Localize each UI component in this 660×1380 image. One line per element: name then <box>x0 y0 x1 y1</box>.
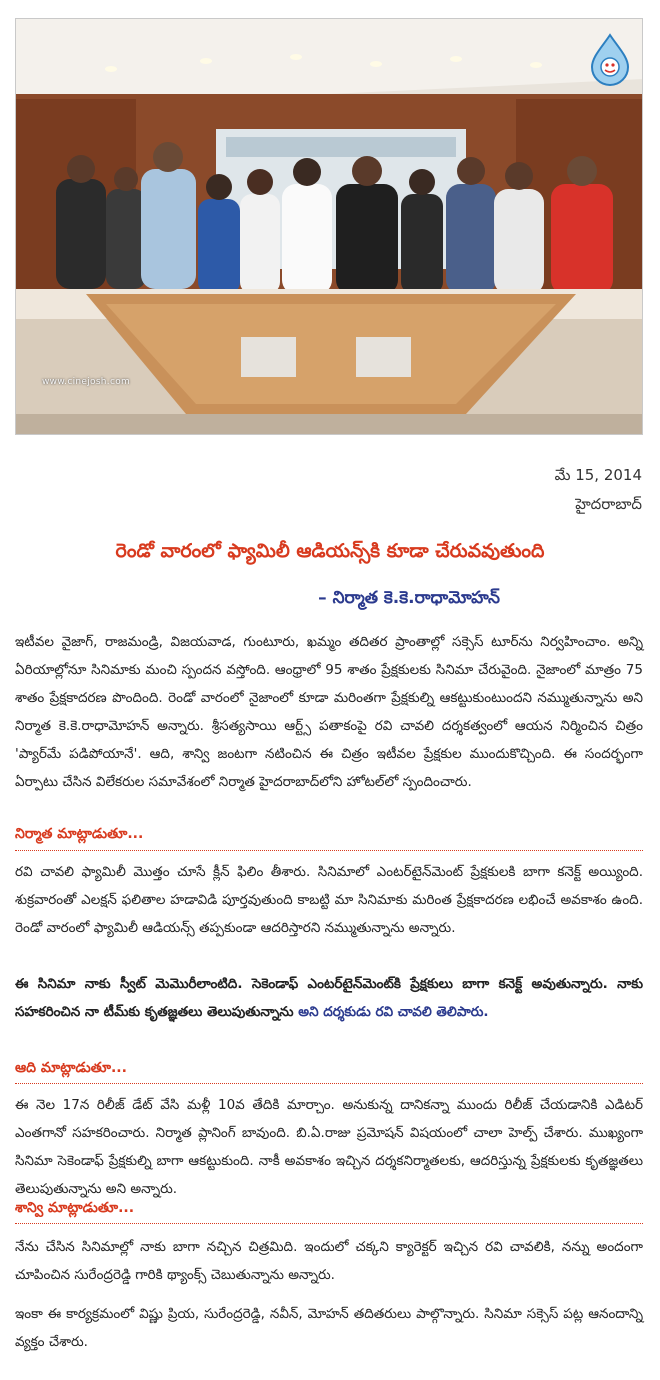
article-byline: – నిర్మాత కె.కె.రాధామోహన్ <box>318 588 500 608</box>
article-headline: రెండో వారంలో ఫ్యామిలీ ఆడియన్స్‌కి కూడా చేరువవుతుంది <box>115 540 545 562</box>
aadi-paragraph: ఈ నెల 17న రిలీజ్ డేట్ వేసి మళ్లీ 10వ తేదికి మార్చాం. అనుకున్న దానికన్నా ముందు రిలీజ్ చేయడానికి ఎడిటర్ ఎంతగానో సహకరించారు. నిర్మాత ప్లానింగ్ బావుంది. బి.ఏ.రాజు ప్రమోషన్ విషయంలో చాలా హెల్ప్ చేశారు. ముఖ్యంగా సినిమా సెకెండాఫ్ ప్రేక్షకుల్ని బాగా ఆకట్టుకుంది. నాకీ అవకాశం ఇచ్చిన దర్శకనిర్మాతలకు, ఆదరిస్తున్న ప్రేక్షకులకు కృతజ్ఞతలు తెలుపుతున్నాను అని అన్నారు. <box>15 1097 643 1197</box>
section-divider <box>15 850 643 851</box>
closing-paragraph: ఇంకా ఈ కార్యక్రమంలో విష్ణు ప్రియ, సురేంద్రరెడ్డి, నవీన్, మోహన్ తదితరులు పాల్గొన్నారు. సినిమా సక్సెస్ పట్ల ఆనందాన్ని వ్యక్తం చేశారు. <box>15 1306 643 1350</box>
section-heading-shanvi: శాన్వి మాట్లాడుతూ... <box>15 1200 135 1216</box>
director-paragraph <box>15 970 643 1026</box>
producer-paragraph: రవి చావలి ఫ్యామిలీ మొత్తం చూసే క్లీన్ ఫిలిం తీశారు. సినిమాలో ఎంటర్‌టైన్‌మెంట్ ప్రేక్షకులకి బాగా కనెక్ట్ అయ్యింది. శుక్రవారంతో ఎలక్షన్ ఫలితాల హడావిడి పూర్తవుతుంది కాబట్టి మా సినిమాకు మరింత ప్రేక్షకాదరణ లభించే అవకాశం ఉంది. రెండో వారంలో ఫ్యామిలీ ఆడియన్స్ తప్పకుండా ఆదరిస్తారని నమ్ముతున్నాను అన్నారు. <box>15 864 643 936</box>
director-quote: ఈ సినిమా నాకు స్వీట్ మెమొరీలాంటిది. సెకెండాఫ్ ఎంటర్‌టైన్‌మెంట్‌కి ప్రేక్షకులు బాగా కనెక్ట్ అవుతున్నారు. నాకు సహకరించిన నా టీమ్‌కు కృతజ్ఞతలు తెలుపుతున్నాను <box>15 976 643 1020</box>
section-heading-producer: నిర్మాత మాట్లాడుతూ... <box>15 826 144 842</box>
section-divider <box>15 1083 643 1084</box>
article-location: హైదరాబాద్ <box>575 495 642 513</box>
press-meet-photo-graphic <box>16 19 643 435</box>
cinejosh-droplet-logo-icon <box>588 33 632 87</box>
section-heading-aadi: ఆది మాట్లాడుతూ... <box>15 1060 127 1076</box>
section-divider <box>15 1223 643 1224</box>
photo-watermark: www.cinejosh.com <box>42 377 131 387</box>
intro-paragraph: ఇటీవల వైజాగ్, రాజమండ్రి, విజయవాడ, గుంటూరు, ఖమ్మం తదితర ప్రాంతాల్లో సక్సెస్ టూర్‌ను నిర్వహించాం. అన్ని ఏరియాల్లోనూ సినిమాకు మంచి స్పందన వస్తోంది. ఆంధ్రాలో 95 శాతం ప్రేక్షకులకు సినిమా చేరువైంది. నైజాంలో మాత్రం 75 శాతం ప్రేక్షకాదరణ పొందింది. రెండో వారంలో నైజాంలో కూడా మరింతగా ప్రేక్షకుల్ని ఆకట్టుకుంటుందని నమ్ముతున్నాను అని నిర్మాత కె.కె.రాధామోహన్ అన్నారు. శ్రీసత్యసాయి ఆర్ట్స్ పతాకంపై రవి చావలి దర్శకత్వంలో ఆయన నిర్మించిన చిత్రం 'ప్యార్‌మే పడిపోయానే'. ఆది, శాన్వి జంటగా నటించిన ఈ చిత్రం ఇటీవల ప్రేక్షకుల ముందుకొచ్చింది. ఈ సందర్భంగా ఏర్పాటు చేసిన విలేకరుల సమావేశంలో నిర్మాత హైదరాబాద్‌లోని హోటల్‌లో స్పందించారు. <box>15 634 643 790</box>
article-date: మే 15, 2014 <box>554 466 642 484</box>
press-meet-photo <box>15 18 643 435</box>
director-attribution: అని దర్శకుడు రవి చావలి తెలిపారు. <box>298 1004 489 1020</box>
shanvi-paragraph: నేను చేసిన సినిమాల్లో నాకు బాగా నచ్చిన చిత్రమిది. ఇందులో చక్కని క్యారెక్టర్ ఇచ్చిన రవి చావలికి, నన్ను అందంగా చూపించిన సురేంద్రరెడ్డి గారికి థ్యాంక్స్ చెబుతున్నాను అన్నారు. <box>15 1239 643 1283</box>
